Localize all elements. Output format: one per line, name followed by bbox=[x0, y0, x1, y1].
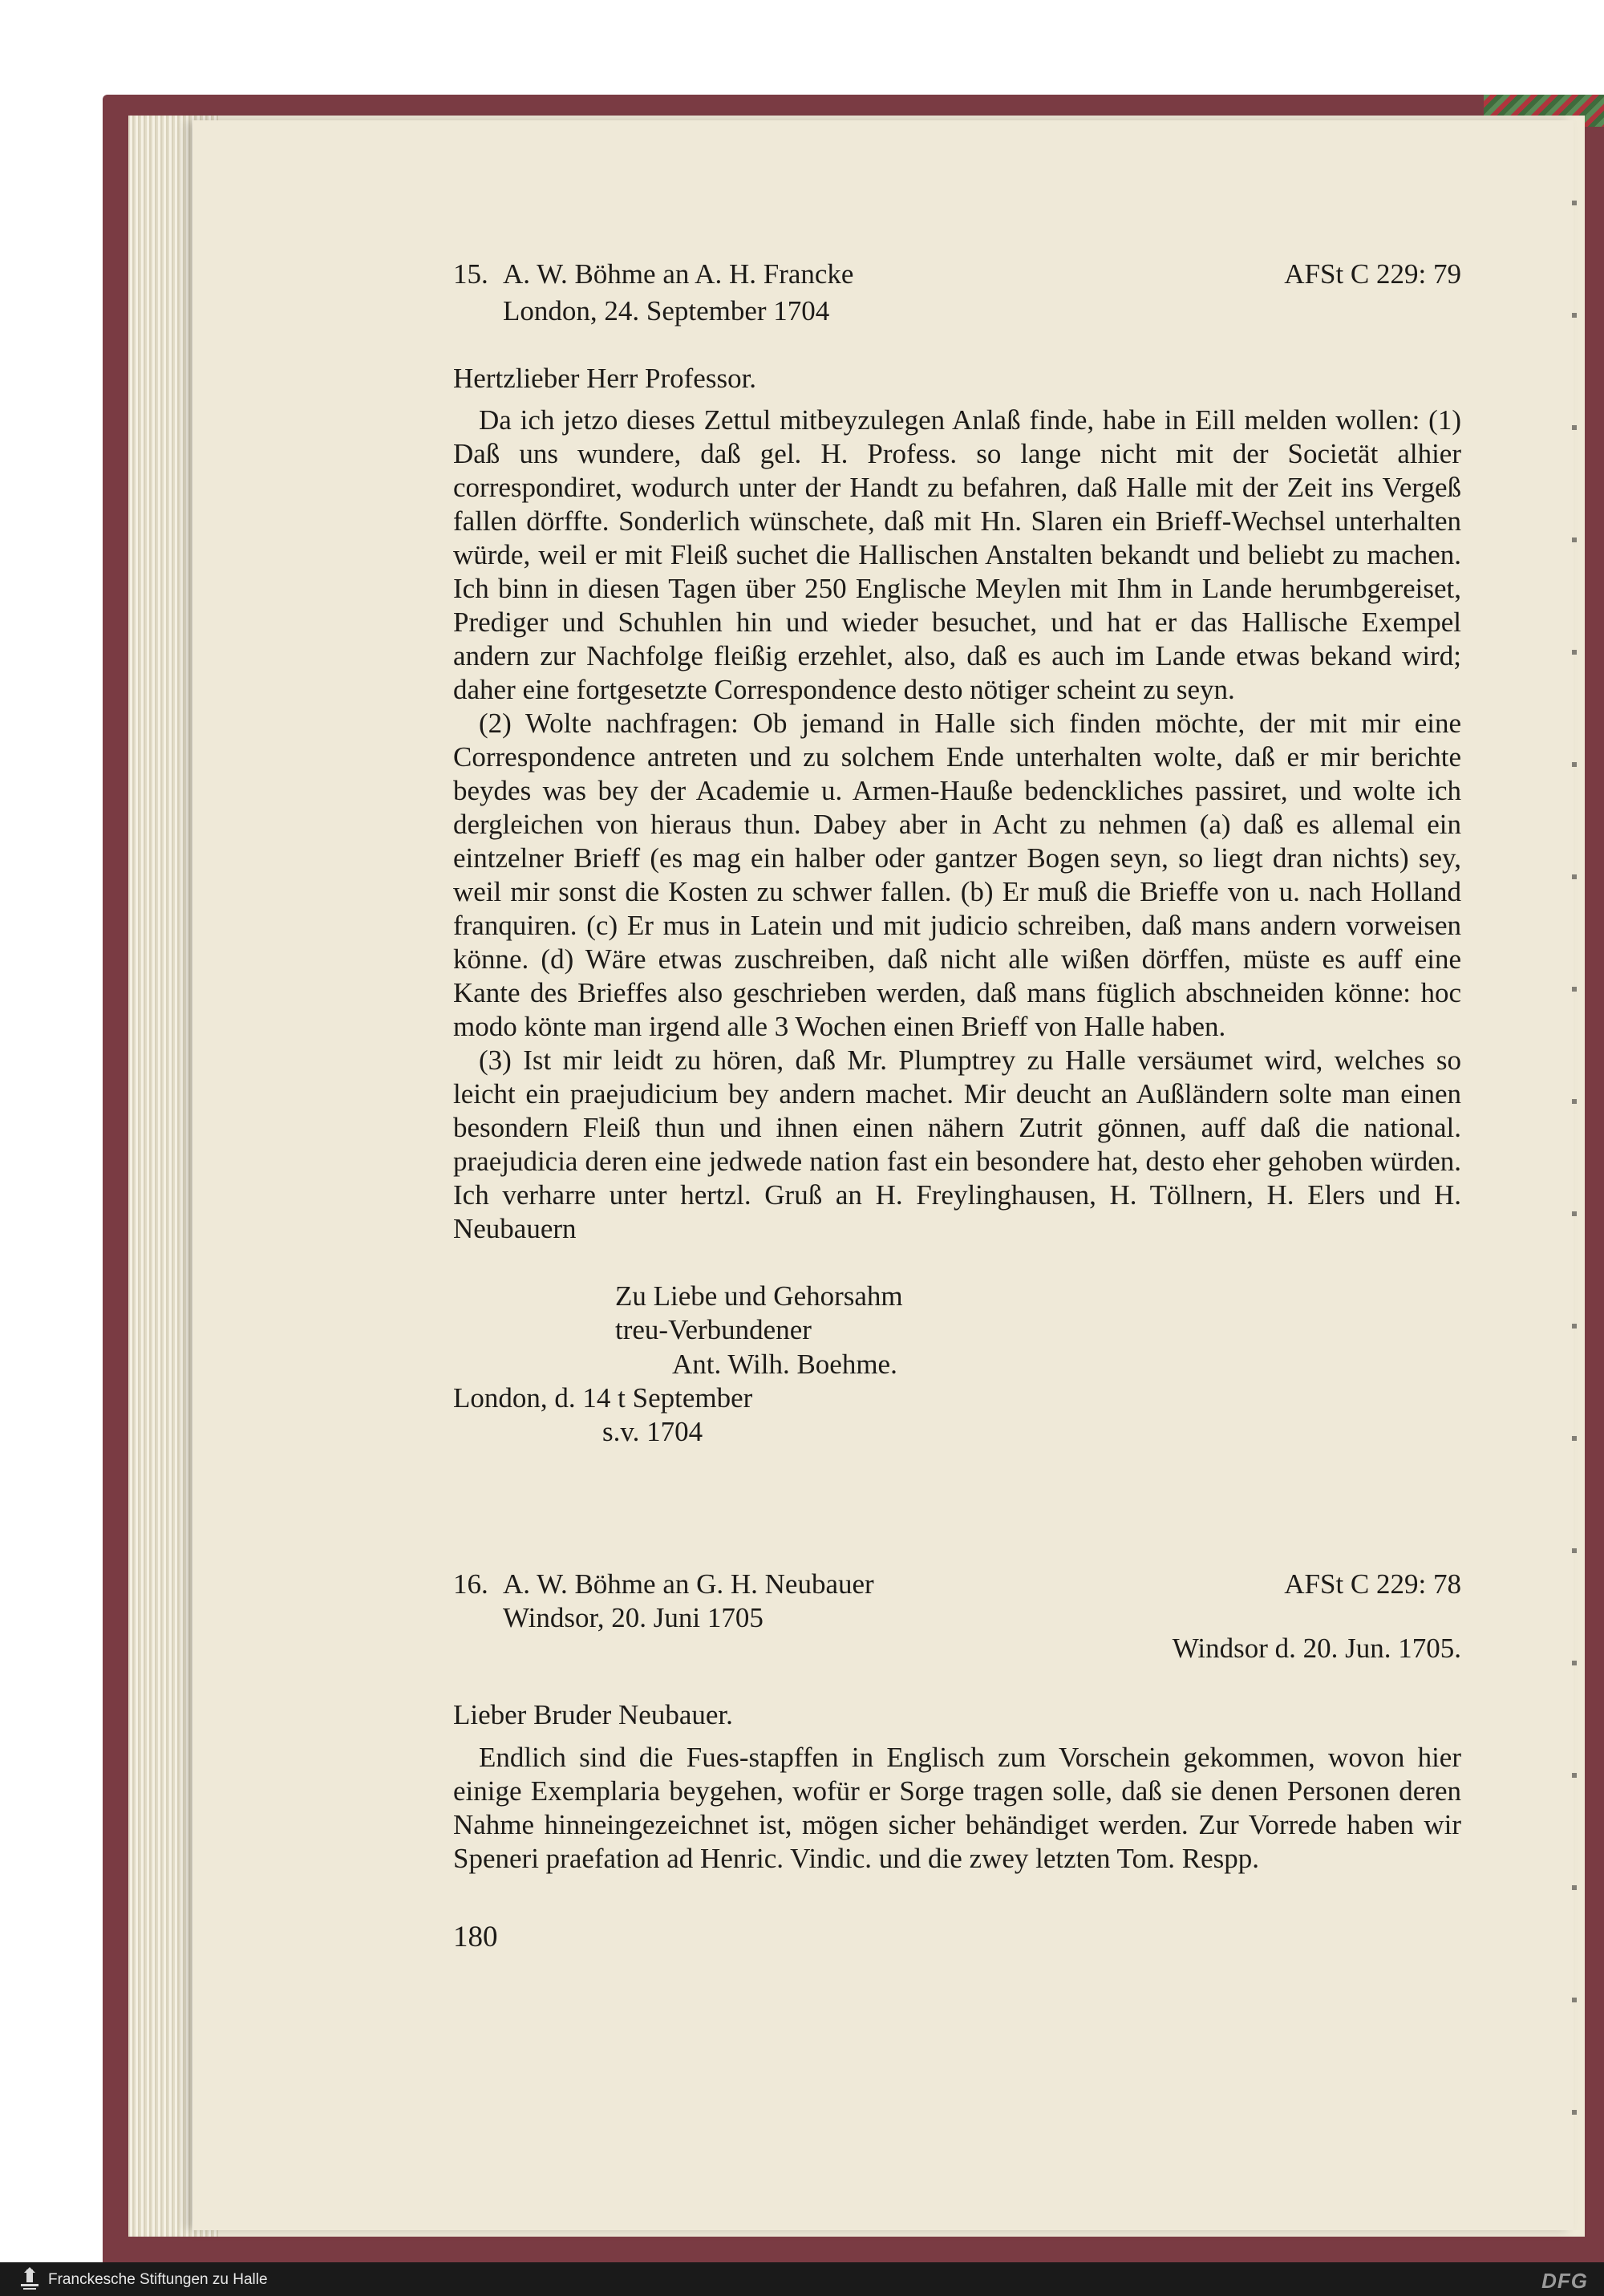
letter-15-body bbox=[453, 404, 1461, 1246]
letter-16-header bbox=[453, 1568, 1461, 1601]
dateline: London, d. 14 t September bbox=[453, 1382, 753, 1414]
salutation: Lieber Bruder Neubauer. bbox=[453, 1699, 733, 1730]
paragraph: Endlich sind die Fues-stapffen in Englisch zum Vorschein gekommen, wovon hier einige Exemplaria beygehen, wofür er Sorge tragen solle, daß sie denen Personen deren Nahme hinneingezeichnet ist, mögen sicher behändiget werden. Zur Vorrede haben wir Speneri praefation ad Henric. Vindic. und die zwey letzten Tom. Respp. bbox=[453, 1742, 1461, 1874]
letter-place-date: London, 24. September 1704 bbox=[503, 295, 830, 327]
letter-15-header bbox=[453, 258, 1461, 291]
paragraph: Da ich jetzo dieses Zettul mitbeyzulegen Anlaß finde, habe in Eill melden wollen: (1) Daß uns wundere, daß gel. H. Profess. so lange nicht mit der Societät alhier correspondiret, wodurch unter der Handt zu befahren, daß Halle mit der Zeit ins Vergeß fallen dörffte. Sonderlich wünschete, daß mit Hn. Slaren ein Brieff-Wechsel unterhalten würde, weil er mit Fleiß suchet die Hallischen Anstalten bekandt und beliebt zu machen. Ich binn in diesen Tagen über 250 Englische Meylen mit Ihm in Lande herumbgereiset, Prediger und Schuhlen hin und wieder besuchet, und hat er das Hallische Exempel andern zur Nachfolge fleißig erzehlet, also, daß es auch im Lande etwas bekand wird; daher eine fortgesetzte Correspondence desto nötiger scheint zu seyn. bbox=[453, 404, 1461, 705]
closing-line: treu-Verbundener bbox=[615, 1314, 812, 1345]
dfg-logo: DFG bbox=[1541, 2269, 1588, 2293]
institution-logo-icon bbox=[16, 2266, 43, 2292]
letter-title: A. W. Böhme an A. H. Francke bbox=[503, 258, 854, 290]
page-number: 180 bbox=[453, 1921, 498, 1953]
signatory: Ant. Wilh. Boehme. bbox=[672, 1349, 897, 1380]
dateline-right: Windsor d. 20. Jun. 1705. bbox=[1172, 1633, 1461, 1664]
letter-number: 15. bbox=[453, 258, 488, 290]
letter-place-date: Windsor, 20. Juni 1705 bbox=[503, 1602, 764, 1633]
salutation: Hertzlieber Herr Professor. bbox=[453, 363, 757, 394]
archive-signature: AFSt C 229: 79 bbox=[1284, 258, 1461, 290]
paragraph: (2) Wolte nachfragen: Ob jemand in Halle sich finden möchte, der mit mir eine Correspondence antreten und zu solchem Ende unterhalten wolte, daß er mir berichte beydes was bey der Academie u. Armen-Hauße bedenckliches passiret, und wolte ich dergleichen von hieraus thun. Dabey aber in Acht zu nehmen (a) daß es allemal ein eintzelner Brieff (es mag ein halber oder gantzer Bogen seyn, so liegt dran nichts) sey, weil mir sonst die Kosten zu schwer fallen. (b) Er muß die Brieffe von u. nach Holland franquiren. (c) Er mus in Latein und mit judicio schreiben, daß mans andern vorweisen könne. (d) Wäre etwas zuschreiben, daß nicht alle wißen dörffen, müste es auff eine Kante des Brieffes also geschrieben werden, daß mans füglich abschneiden könne: hoc modo könte man irgend alle 3 Wochen einen Brieff von Halle haben. bbox=[453, 708, 1461, 1042]
archive-signature: AFSt C 229: 78 bbox=[1284, 1568, 1461, 1600]
letter-title: A. W. Böhme an G. H. Neubauer bbox=[503, 1568, 874, 1600]
dateline: s.v. 1704 bbox=[602, 1416, 703, 1447]
page-edge-marks bbox=[1572, 201, 1577, 2166]
letter-16-body bbox=[453, 1741, 1461, 1876]
letter-number: 16. bbox=[453, 1568, 488, 1600]
viewer-footer bbox=[0, 2262, 1604, 2296]
paragraph: (3) Ist mir leidt zu hören, daß Mr. Plumptrey zu Halle versäumet wird, welches so leicht ein praejudicium bey andern machet. Mir deucht an Außländern solte man einen besondern Fleiß thun und ihnen einen nähern Zutrit gönnen, auff daß die national. praejudicia deren eine jedwede nation fast ein besondere hat, desto eher gehoben würden. Ich verharre unter hertzl. Gruß an H. Freylinghausen, H. Töllnern, H. Elers und H. Neubauern bbox=[453, 1045, 1461, 1244]
institution-name: Franckesche Stiftungen zu Halle bbox=[48, 2271, 268, 2288]
closing-line: Zu Liebe und Gehorsahm bbox=[615, 1280, 903, 1312]
